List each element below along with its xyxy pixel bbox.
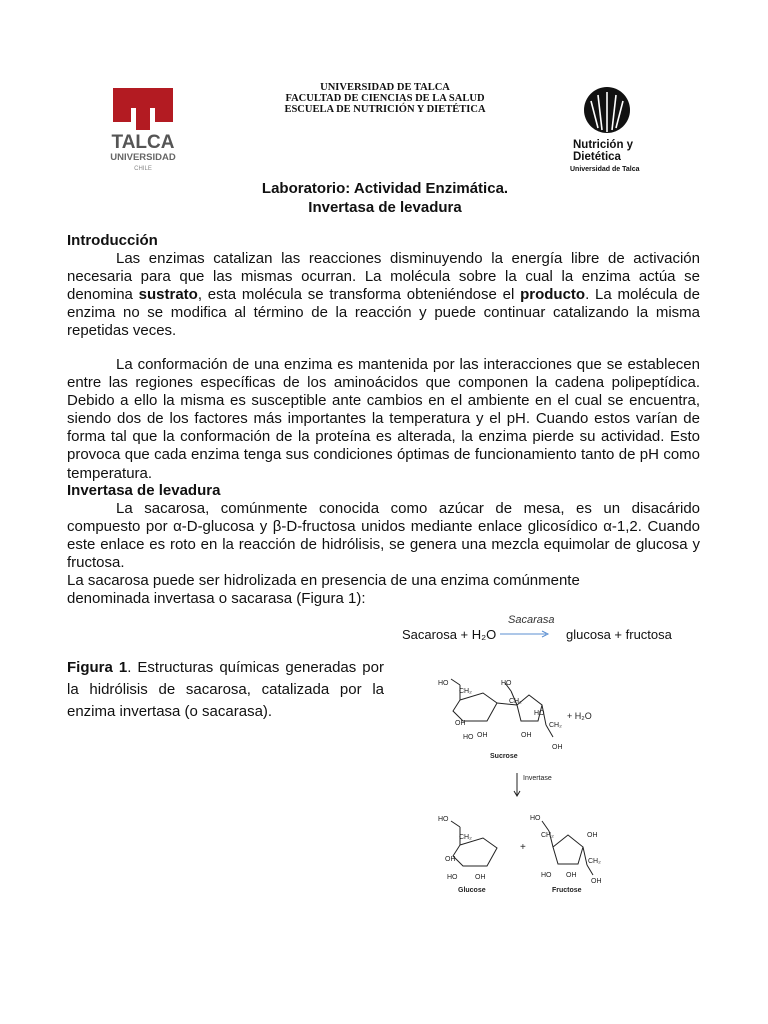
invertase-p2-line2: denominada invertasa o sacarasa (Figura 1): (67, 590, 366, 608)
reaction-arrow-icon (498, 628, 552, 640)
wheat-icon (565, 84, 685, 176)
svg-text:HO: HO (530, 815, 541, 822)
figure-caption (67, 657, 384, 723)
svg-text:CH₂: CH₂ (459, 688, 472, 695)
water-label: + H₂O (567, 711, 592, 721)
intro-paragraph-2 (67, 356, 700, 483)
nutrition-logo-line3: Universidad de Talca (570, 166, 640, 173)
fructose-ring (553, 835, 583, 864)
intro-p2-text: La conformación de una enzima es mantenida por las interacciones que se establecen entre las regiones específicas de los aminoácidos que componen la cadena polipeptídica. Debido a ello la misma es susceptible ante cambios en el ambiente en el cual se encuentra, siendo dos de los factores más importantes la temperatura y el pH. Cuando estos varían de forma tal que la conformación de la proteína es alterada, la enzima pierde su actividad. Esto provoca que cada enzima tenga sus condiciones óptimas de funcionamiento tanto de pH como temperatura. (67, 356, 700, 482)
equation-right: glucosa + fructosa (566, 627, 672, 642)
figure-caption-text: . Estructuras químicas generadas por la hidrólisis de sacarosa, catalizada por la enzima invertasa (o sacarasa). (67, 659, 384, 720)
intro-p1-text-a: Las enzimas catalizan las reacciones disminuyendo la energía libre de activación necesaria para que las mismas ocurran. La molécula sobre la cual la enzima actúa se denomina (67, 250, 700, 304)
invertase-label: Invertase (523, 775, 552, 782)
nutrition-logo-line1: Nutrición y (573, 139, 634, 151)
svg-text:OH: OH (566, 872, 577, 879)
plus-sign: + (520, 842, 526, 853)
invertase-p2-line1: La sacarosa puede ser hidrolizada en presencia de una enzima comúnmente (67, 572, 580, 589)
talca-logo-line2: UNIVERSIDAD (110, 152, 176, 163)
invertase-paragraph-2 (67, 572, 700, 608)
svg-text:HO: HO (534, 710, 545, 717)
term-sustrato: sustrato (138, 286, 198, 304)
svg-text:HO: HO (501, 680, 512, 687)
svg-text:CH₂: CH₂ (459, 834, 472, 841)
intro-paragraph-1 (67, 250, 700, 340)
svg-text:OH: OH (475, 874, 486, 881)
svg-text:OH: OH (477, 732, 488, 739)
svg-text:HO: HO (447, 874, 458, 881)
doc-title-line1: Laboratorio: Actividad Enzimática. (261, 180, 509, 197)
svg-text:OH: OH (552, 744, 563, 751)
hydrolysis-diagram (425, 655, 635, 900)
svg-text:HO: HO (463, 734, 474, 741)
svg-text:OH: OH (445, 856, 456, 863)
intro-p1-text-c: , esta molécula se transforma obteniéndose el (197, 286, 521, 304)
school-name: ESCUELA DE NUTRICIÓN Y DIETÉTICA (284, 104, 486, 115)
svg-text:HO: HO (438, 680, 449, 687)
intro-heading: Introducción (67, 232, 158, 249)
svg-text:CH₂: CH₂ (541, 832, 554, 839)
talca-t-icon (100, 86, 186, 178)
svg-text:OH: OH (587, 832, 598, 839)
intro-p1-text-e: . La molécula de enzima no se modifica al término de la reacción y puede continuar catalizando la misma repetidas veces. (67, 286, 700, 340)
doc-title-line2: Invertasa de levadura (308, 199, 462, 216)
talca-logo (100, 86, 186, 178)
faculty-name: FACULTAD DE CIENCIAS DE LA SALUD (285, 93, 485, 104)
svg-text:OH: OH (455, 720, 466, 727)
figure-label: Figura 1 (67, 659, 128, 676)
svg-text:HO: HO (438, 816, 449, 823)
talca-logo-line1: TALCA (111, 132, 175, 153)
institution-header (250, 82, 520, 115)
term-producto: producto (520, 286, 586, 304)
equation-enzyme: Sacarasa (508, 614, 555, 626)
invertase-heading: Invertasa de levadura (67, 482, 221, 499)
talca-logo-line3: CHILE (134, 166, 152, 172)
invertase-p1-text: La sacarosa, comúnmente conocida como azúcar de mesa, es un disacárido compuesto por α-D-glucosa y β-D-fructosa unidos mediante enlace glicosídico α-1,2. Cuando este enlace es roto en la reacción de hidrólisis, se genera una mezcla equimolar de glucosa y fructosa. (67, 500, 700, 572)
svg-text:OH: OH (591, 878, 602, 885)
equation-left: Sacarosa + H₂O (402, 627, 497, 642)
sucrose-label: Sucrose (490, 753, 518, 760)
fructose-label: Fructose (552, 887, 582, 894)
svg-text:CH₂: CH₂ (549, 722, 562, 729)
nutrition-logo (565, 84, 685, 176)
university-name: UNIVERSIDAD DE TALCA (320, 82, 450, 93)
svg-text:CH₂: CH₂ (509, 698, 522, 705)
glucose-label: Glucose (458, 887, 486, 894)
svg-text:HO: HO (541, 872, 552, 879)
svg-text:CH₂: CH₂ (588, 858, 601, 865)
svg-text:OH: OH (521, 732, 532, 739)
nutrition-logo-line2: Dietética (573, 151, 621, 163)
invertase-paragraph-1 (67, 500, 700, 572)
